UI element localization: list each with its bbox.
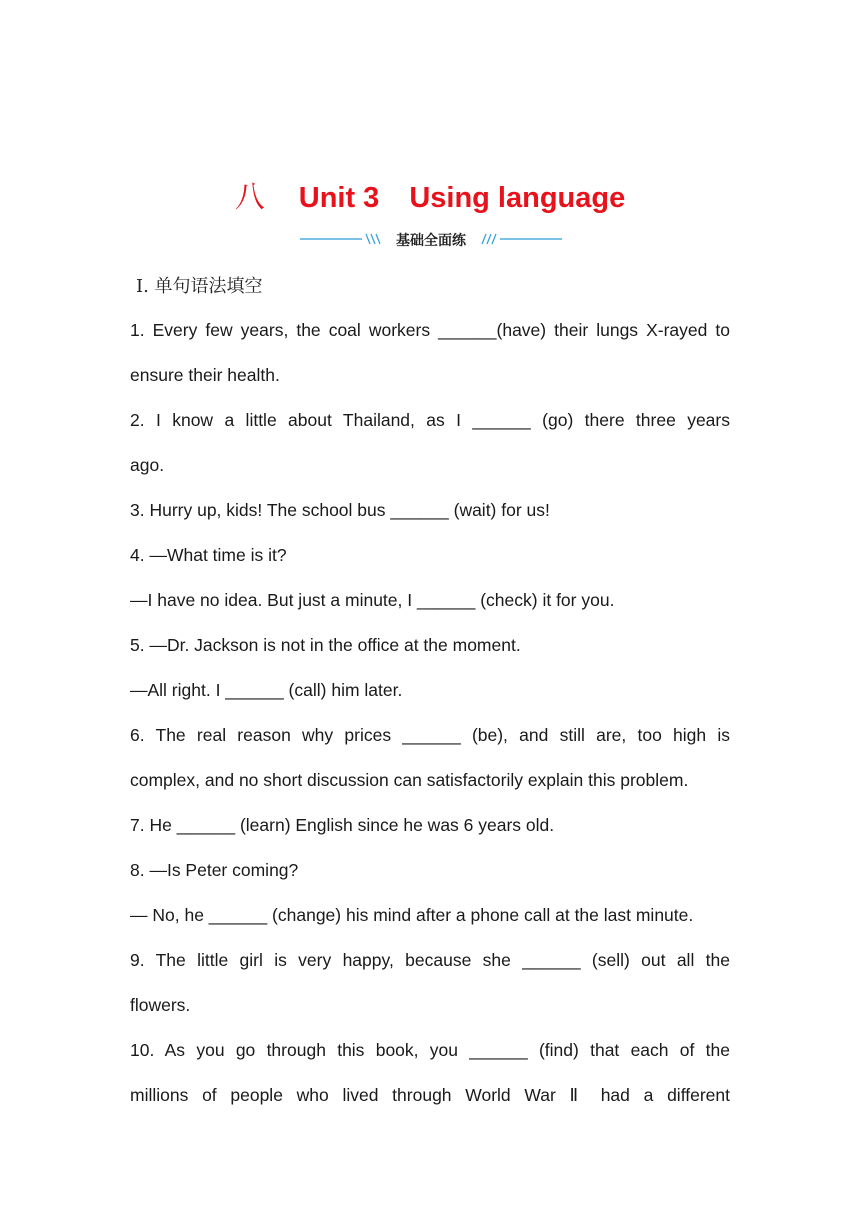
question-line: millions of people who lived through World War Ⅱ had a different [130, 1085, 730, 1105]
question-line: 6. The real reason why prices ______ (be), and still are, too high is [130, 725, 730, 745]
page-title [0, 172, 860, 216]
exercise-number: 八 [234, 180, 265, 215]
question-line: 8. —Is Peter coming? [130, 860, 299, 880]
question-line: 2. I know a little about Thailand, as I ______ (go) there three years [130, 410, 730, 430]
question-line: 1. Every few years, the coal workers ______(have) their lungs X-rayed to [130, 320, 730, 340]
banner-label: 基础全面练 [396, 233, 466, 249]
question-line: 5. —Dr. Jackson is not in the office at the moment. [130, 635, 521, 655]
question-line: ago. [130, 455, 165, 475]
question-line: 7. He ______ (learn) English since he was 6 years old. [130, 815, 555, 835]
question-line: 3. Hurry up, kids! The school bus ______ (wait) for us! [130, 500, 550, 520]
question-line: 9. The little girl is very happy, because she ______ (sell) out all the [130, 950, 730, 970]
question-line: flowers. [130, 995, 191, 1015]
question-line: ensure their health. [130, 365, 280, 385]
topic-label: Using language [409, 182, 626, 214]
section-heading: Ⅰ. 单句语法填空 [136, 276, 263, 297]
question-line: 4. —What time is it? [130, 545, 287, 565]
unit-label: Unit 3 [298, 182, 380, 214]
question-line: — No, he ______ (change) his mind after a phone call at the last minute. [130, 905, 694, 925]
question-line: —I have no idea. But just a minute, I ______ (check) it for you. [130, 590, 615, 610]
section-banner [300, 228, 562, 252]
question-line: complex, and no short discussion can satisfactorily explain this problem. [130, 770, 689, 790]
question-line: —All right. I ______ (call) him later. [130, 680, 403, 700]
question-line: 10. As you go through this book, you ______ (find) that each of the [130, 1040, 730, 1060]
